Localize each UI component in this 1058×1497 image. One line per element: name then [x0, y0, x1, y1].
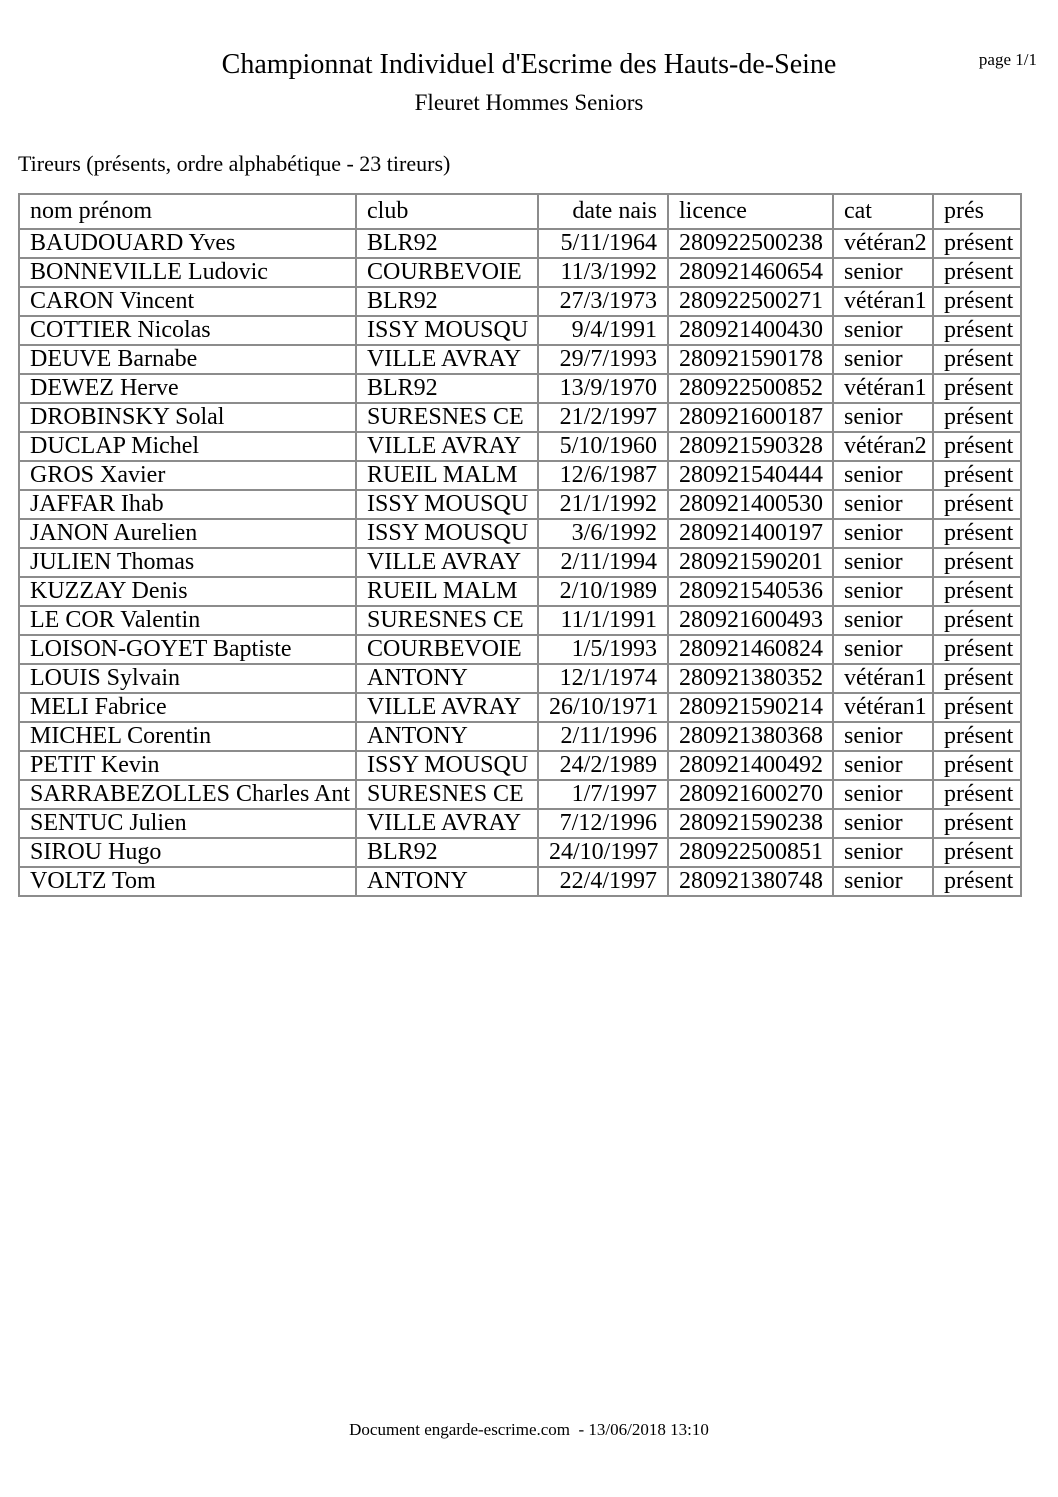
- page-indicator: page 1/1: [978, 50, 1037, 69]
- cell-pres: présent: [933, 258, 1021, 287]
- col-header-licence: licence: [668, 194, 833, 229]
- cell-pres: présent: [933, 316, 1021, 345]
- table-row: [19, 664, 1021, 693]
- cell-pres: présent: [933, 490, 1021, 519]
- cell-pres: présent: [933, 664, 1021, 693]
- fencers-table: [18, 193, 1022, 897]
- cell-licence: 280921460654: [668, 258, 833, 287]
- cell-licence: 280922500851: [668, 838, 833, 867]
- cell-licence: 280921590201: [668, 548, 833, 577]
- table-row: [19, 316, 1021, 345]
- cell-pres: présent: [933, 461, 1021, 490]
- cell-date-nais: 2/11/1994: [538, 548, 668, 577]
- cell-nom-prenom: CARON Vincent: [19, 287, 356, 316]
- cell-pres: présent: [933, 403, 1021, 432]
- cell-pres: présent: [933, 577, 1021, 606]
- cell-date-nais: 21/2/1997: [538, 403, 668, 432]
- table-row: [19, 519, 1021, 548]
- cell-licence: 280921400492: [668, 751, 833, 780]
- cell-nom-prenom: LOISON-GOYET Baptiste: [19, 635, 356, 664]
- cell-nom-prenom: MICHEL Corentin: [19, 722, 356, 751]
- cell-club: BLR92: [356, 838, 538, 867]
- table-row: [19, 809, 1021, 838]
- cell-cat: senior: [833, 751, 933, 780]
- cell-cat: senior: [833, 635, 933, 664]
- cell-cat: vétéran1: [833, 374, 933, 403]
- table-row: [19, 548, 1021, 577]
- table-row: [19, 461, 1021, 490]
- cell-club: VILLE AVRAY: [356, 432, 538, 461]
- cell-date-nais: 21/1/1992: [538, 490, 668, 519]
- cell-pres: présent: [933, 722, 1021, 751]
- cell-pres: présent: [933, 606, 1021, 635]
- col-header-cat: cat: [833, 194, 933, 229]
- table-row: [19, 229, 1021, 258]
- cell-club: COURBEVOIE: [356, 635, 538, 664]
- cell-pres: présent: [933, 519, 1021, 548]
- table-header-row: [19, 194, 1021, 229]
- cell-date-nais: 7/12/1996: [538, 809, 668, 838]
- cell-nom-prenom: SIROU Hugo: [19, 838, 356, 867]
- cell-nom-prenom: VOLTZ Tom: [19, 867, 356, 896]
- cell-cat: senior: [833, 345, 933, 374]
- cell-licence: 280921590178: [668, 345, 833, 374]
- document-header: [0, 0, 1058, 117]
- cell-club: VILLE AVRAY: [356, 345, 538, 374]
- cell-nom-prenom: LOUIS Sylvain: [19, 664, 356, 693]
- cell-club: RUEIL MALM: [356, 461, 538, 490]
- cell-licence: 280921460824: [668, 635, 833, 664]
- cell-cat: senior: [833, 316, 933, 345]
- cell-club: ISSY MOUSQU: [356, 751, 538, 780]
- cell-cat: senior: [833, 490, 933, 519]
- cell-cat: senior: [833, 519, 933, 548]
- cell-date-nais: 26/10/1971: [538, 693, 668, 722]
- cell-licence: 280921400197: [668, 519, 833, 548]
- cell-cat: senior: [833, 403, 933, 432]
- cell-pres: présent: [933, 432, 1021, 461]
- cell-date-nais: 5/10/1960: [538, 432, 668, 461]
- cell-nom-prenom: COTTIER Nicolas: [19, 316, 356, 345]
- cell-club: VILLE AVRAY: [356, 693, 538, 722]
- cell-licence: 280921380352: [668, 664, 833, 693]
- cell-date-nais: 1/5/1993: [538, 635, 668, 664]
- col-header-date-nais: date nais: [538, 194, 668, 229]
- cell-date-nais: 27/3/1973: [538, 287, 668, 316]
- cell-cat: senior: [833, 461, 933, 490]
- cell-pres: présent: [933, 548, 1021, 577]
- cell-club: BLR92: [356, 229, 538, 258]
- cell-licence: 280921540536: [668, 577, 833, 606]
- cell-date-nais: 11/1/1991: [538, 606, 668, 635]
- cell-licence: 280921400530: [668, 490, 833, 519]
- cell-cat: senior: [833, 258, 933, 287]
- page-subtitle: Fleuret Hommes Seniors: [414, 90, 644, 115]
- cell-cat: vétéran1: [833, 693, 933, 722]
- cell-date-nais: 13/9/1970: [538, 374, 668, 403]
- cell-licence: 280921380748: [668, 867, 833, 896]
- cell-cat: senior: [833, 606, 933, 635]
- cell-date-nais: 5/11/1964: [538, 229, 668, 258]
- table-row: [19, 577, 1021, 606]
- cell-cat: senior: [833, 722, 933, 751]
- cell-licence: 280921400430: [668, 316, 833, 345]
- cell-licence: 280921590238: [668, 809, 833, 838]
- cell-pres: présent: [933, 345, 1021, 374]
- cell-licence: 280921590214: [668, 693, 833, 722]
- table-row: [19, 693, 1021, 722]
- cell-date-nais: 11/3/1992: [538, 258, 668, 287]
- cell-nom-prenom: SENTUC Julien: [19, 809, 356, 838]
- cell-pres: présent: [933, 229, 1021, 258]
- cell-nom-prenom: MELI Fabrice: [19, 693, 356, 722]
- page-title: Championnat Individuel d'Escrime des Hauts-de-Seine: [221, 49, 837, 80]
- table-row: [19, 374, 1021, 403]
- cell-pres: présent: [933, 809, 1021, 838]
- cell-pres: présent: [933, 867, 1021, 896]
- table-row: [19, 722, 1021, 751]
- cell-cat: senior: [833, 548, 933, 577]
- cell-club: ISSY MOUSQU: [356, 316, 538, 345]
- cell-nom-prenom: DEUVE Barnabe: [19, 345, 356, 374]
- cell-date-nais: 24/2/1989: [538, 751, 668, 780]
- section-title: Tireurs (présents, ordre alphabétique - 23 tireurs): [18, 151, 451, 176]
- table-row: [19, 345, 1021, 374]
- cell-date-nais: 22/4/1997: [538, 867, 668, 896]
- cell-nom-prenom: GROS Xavier: [19, 461, 356, 490]
- cell-licence: 280921380368: [668, 722, 833, 751]
- cell-club: ISSY MOUSQU: [356, 490, 538, 519]
- cell-date-nais: 1/7/1997: [538, 780, 668, 809]
- col-header-nom-prenom: nom prénom: [19, 194, 356, 229]
- cell-cat: senior: [833, 838, 933, 867]
- cell-cat: senior: [833, 809, 933, 838]
- cell-cat: senior: [833, 577, 933, 606]
- cell-nom-prenom: DUCLAP Michel: [19, 432, 356, 461]
- cell-pres: présent: [933, 374, 1021, 403]
- cell-club: VILLE AVRAY: [356, 548, 538, 577]
- cell-licence: 280921600493: [668, 606, 833, 635]
- cell-nom-prenom: BAUDOUARD Yves: [19, 229, 356, 258]
- cell-licence: 280922500238: [668, 229, 833, 258]
- cell-nom-prenom: PETIT Kevin: [19, 751, 356, 780]
- col-header-pres: prés: [933, 194, 1021, 229]
- cell-cat: vétéran1: [833, 664, 933, 693]
- document-footer: Document engarde-escrime.com - 13/06/2018 13:10: [349, 1420, 709, 1439]
- cell-club: COURBEVOIE: [356, 258, 538, 287]
- table-row: [19, 287, 1021, 316]
- cell-club: ISSY MOUSQU: [356, 519, 538, 548]
- cell-licence: 280921540444: [668, 461, 833, 490]
- cell-cat: vétéran2: [833, 432, 933, 461]
- cell-licence: 280922500271: [668, 287, 833, 316]
- cell-date-nais: 9/4/1991: [538, 316, 668, 345]
- cell-nom-prenom: BONNEVILLE Ludovic: [19, 258, 356, 287]
- cell-pres: présent: [933, 635, 1021, 664]
- cell-cat: vétéran1: [833, 287, 933, 316]
- cell-date-nais: 29/7/1993: [538, 345, 668, 374]
- cell-date-nais: 12/6/1987: [538, 461, 668, 490]
- cell-nom-prenom: LE COR Valentin: [19, 606, 356, 635]
- cell-nom-prenom: DEWEZ Herve: [19, 374, 356, 403]
- cell-date-nais: 2/11/1996: [538, 722, 668, 751]
- cell-date-nais: 3/6/1992: [538, 519, 668, 548]
- cell-nom-prenom: JANON Aurelien: [19, 519, 356, 548]
- cell-club: RUEIL MALM: [356, 577, 538, 606]
- table-row: [19, 751, 1021, 780]
- cell-pres: présent: [933, 780, 1021, 809]
- cell-nom-prenom: JULIEN Thomas: [19, 548, 356, 577]
- cell-nom-prenom: SARRABEZOLLES Charles Ant: [19, 780, 356, 809]
- table-row: [19, 432, 1021, 461]
- cell-nom-prenom: JAFFAR Ihab: [19, 490, 356, 519]
- cell-nom-prenom: DROBINSKY Solal: [19, 403, 356, 432]
- cell-licence: 280921600187: [668, 403, 833, 432]
- cell-club: ANTONY: [356, 664, 538, 693]
- cell-club: SURESNES CE: [356, 606, 538, 635]
- cell-club: SURESNES CE: [356, 403, 538, 432]
- cell-club: VILLE AVRAY: [356, 809, 538, 838]
- cell-cat: senior: [833, 780, 933, 809]
- table-row: [19, 867, 1021, 896]
- cell-licence: 280921600270: [668, 780, 833, 809]
- cell-club: ANTONY: [356, 867, 538, 896]
- cell-licence: 280921590328: [668, 432, 833, 461]
- cell-cat: vétéran2: [833, 229, 933, 258]
- cell-date-nais: 24/10/1997: [538, 838, 668, 867]
- cell-pres: présent: [933, 287, 1021, 316]
- table-row: [19, 780, 1021, 809]
- table-row: [19, 838, 1021, 867]
- cell-date-nais: 2/10/1989: [538, 577, 668, 606]
- cell-date-nais: 12/1/1974: [538, 664, 668, 693]
- cell-club: SURESNES CE: [356, 780, 538, 809]
- cell-pres: présent: [933, 838, 1021, 867]
- cell-nom-prenom: KUZZAY Denis: [19, 577, 356, 606]
- cell-cat: senior: [833, 867, 933, 896]
- cell-licence: 280922500852: [668, 374, 833, 403]
- table-row: [19, 635, 1021, 664]
- cell-club: BLR92: [356, 287, 538, 316]
- cell-club: ANTONY: [356, 722, 538, 751]
- table-row: [19, 403, 1021, 432]
- table-row: [19, 606, 1021, 635]
- table-row: [19, 258, 1021, 287]
- cell-club: BLR92: [356, 374, 538, 403]
- table-row: [19, 490, 1021, 519]
- col-header-club: club: [356, 194, 538, 229]
- cell-pres: présent: [933, 693, 1021, 722]
- cell-pres: présent: [933, 751, 1021, 780]
